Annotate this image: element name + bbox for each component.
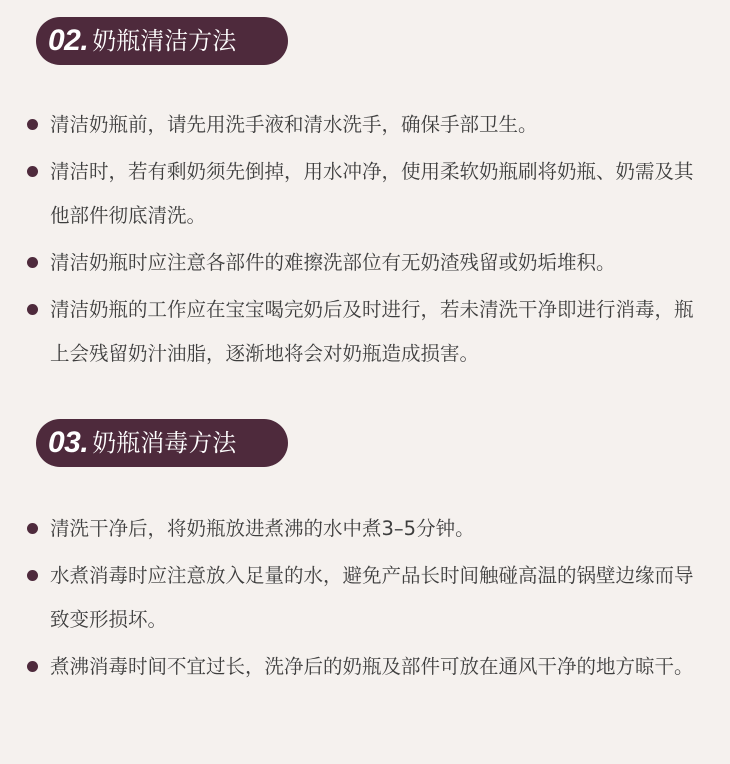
bullet-dot-icon — [27, 523, 38, 534]
list-item — [0, 288, 730, 376]
list-item-text: 清洁奶瓶时应注意各部件的难擦洗部位有无奶渣残留或奶垢堆积。 — [50, 251, 616, 274]
list-item — [0, 103, 730, 147]
bullet-dot-icon — [27, 570, 38, 581]
cleaning-steps-list — [0, 103, 730, 379]
list-item — [0, 150, 730, 238]
section-number: 02. — [48, 24, 89, 57]
list-item-text: 清洗干净后，将奶瓶放进煮沸的水中煮3–5分钟。 — [50, 517, 475, 540]
list-item — [0, 645, 730, 689]
section-header-cleaning — [36, 17, 288, 65]
list-item-text: 清洁奶瓶前，请先用洗手液和清水洗手，确保手部卫生。 — [50, 113, 538, 136]
section-number: 03. — [48, 426, 89, 459]
list-item-text: 水煮消毒时应注意放入足量的水，避免产品长时间触碰高温的锅壁边缘而导致变形损坏。 — [50, 564, 694, 631]
section-title: 奶瓶消毒方法 — [92, 429, 237, 457]
list-item-text: 煮沸消毒时间不宜过长，洗净后的奶瓶及部件可放在通风干净的地方晾干。 — [50, 655, 694, 678]
bullet-dot-icon — [27, 304, 38, 315]
list-item — [0, 507, 730, 551]
bullet-dot-icon — [27, 119, 38, 130]
sterilizing-steps-list — [0, 507, 730, 692]
list-item-text: 清洁时，若有剩奶须先倒掉，用水冲净，使用柔软奶瓶刷将奶瓶、奶需及其他部件彻底清洗。 — [50, 160, 694, 227]
bullet-dot-icon — [27, 257, 38, 268]
list-item — [0, 241, 730, 285]
bullet-dot-icon — [27, 661, 38, 672]
list-item — [0, 554, 730, 642]
section-title: 奶瓶清洁方法 — [92, 27, 237, 55]
list-item-text: 清洁奶瓶的工作应在宝宝喝完奶后及时进行，若未清洗干净即进行消毒，瓶上会残留奶汁油脂，逐渐地将会对奶瓶造成损害。 — [50, 298, 694, 365]
section-header-sterilizing — [36, 419, 288, 467]
bullet-dot-icon — [27, 166, 38, 177]
